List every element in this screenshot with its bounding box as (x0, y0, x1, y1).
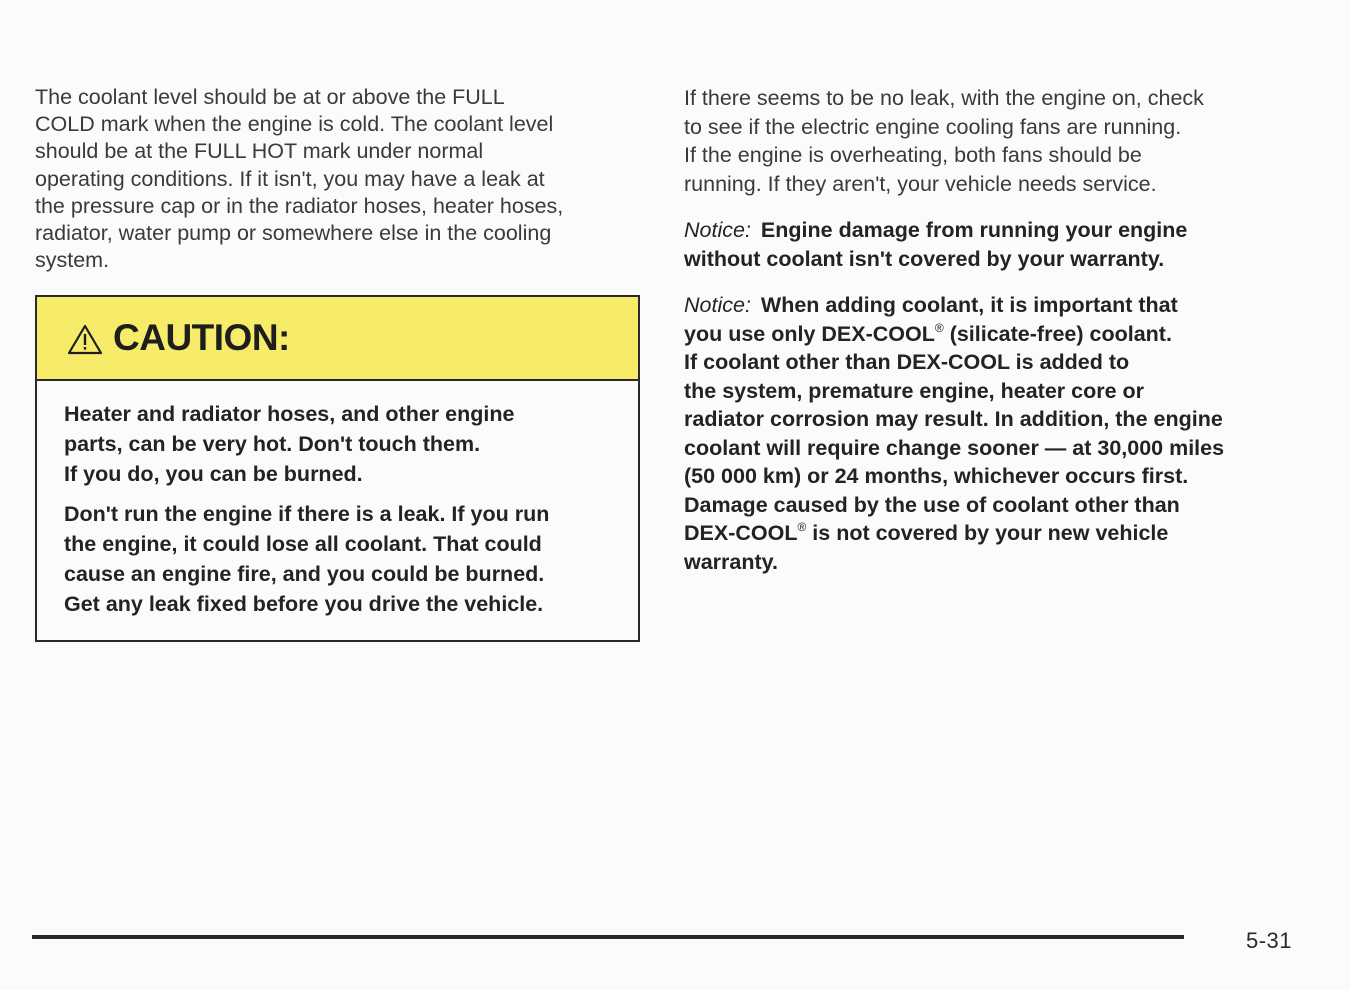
notice-label: Notice: (684, 218, 751, 242)
text-line: to see if the electric engine cooling fans are running. (684, 114, 1182, 139)
caution-hot-parts-paragraph (64, 399, 612, 489)
text-line: cause an engine fire, and you could be burned. (64, 562, 545, 586)
text-line: the system, premature engine, heater core or (684, 378, 1145, 403)
text-line: running. If they aren't, your vehicle needs service. (684, 171, 1157, 196)
text-line: The coolant level should be at or above the FULL (35, 85, 505, 109)
caution-leak-paragraph (64, 499, 612, 619)
text-line: When adding coolant, it is important that (760, 293, 1178, 317)
text-line: is not covered by your new vehicle (806, 521, 1169, 545)
text-line: Damage caused by the use of coolant other than (684, 492, 1180, 517)
text-line: you use only DEX-COOL (684, 321, 935, 346)
text-line: radiator, water pump or somewhere else in the cooling (35, 221, 552, 246)
notice-label: Notice: (684, 293, 751, 317)
text-line: Get any leak fixed before you drive the vehicle. (64, 592, 544, 616)
text-line: Engine damage from running your engine (760, 218, 1188, 242)
text-line: If coolant other than DEX-COOL is added to (684, 350, 1130, 374)
text-line: radiator corrosion may result. In addition, the engine (684, 407, 1223, 431)
text-line: parts, can be very hot. Don't touch them. (64, 432, 481, 456)
coolant-level-paragraph (35, 84, 650, 274)
right-column (684, 84, 1324, 576)
text-line: system. (35, 248, 110, 273)
text-line: coolant will require change sooner — at 30,000 miles (684, 435, 1225, 460)
registered-mark: ® (797, 520, 807, 534)
text-line: (silicate-free) coolant. (943, 321, 1172, 346)
left-column (35, 84, 650, 274)
text-line: (50 000 km) or 24 months, whichever occurs first. (684, 464, 1189, 488)
page-number: 5-31 (1246, 928, 1293, 953)
caution-box (35, 295, 640, 642)
text-line: If you do, you can be burned. (64, 462, 363, 486)
text-line: COLD mark when the engine is cold. The coolant level (35, 112, 554, 137)
caution-header (37, 297, 638, 381)
text-line: the pressure cap or in the radiator hoses, heater hoses, (35, 193, 564, 218)
text-line: Don't run the engine if there is a leak. If you run (64, 502, 550, 526)
text-line: should be at the FULL HOT mark under normal (35, 139, 484, 164)
text-line: the engine, it could lose all coolant. That could (64, 532, 542, 556)
caution-body (37, 381, 638, 619)
text-line: If there seems to be no leak, with the engine on, check (684, 86, 1204, 110)
warning-triangle-icon (67, 323, 103, 355)
text-line: DEX-COOL (684, 521, 798, 545)
cooling-fans-paragraph (684, 84, 1324, 198)
text-line: warranty. (684, 549, 778, 574)
notice-warranty (684, 216, 1324, 273)
caution-title: CAUTION: (113, 317, 290, 358)
registered-mark: ® (934, 320, 944, 335)
text-line: without coolant isn't covered by your warranty. (684, 246, 1165, 271)
notice-dex-cool (684, 291, 1324, 576)
text-line: operating conditions. If it isn't, you may have a leak at (35, 166, 545, 191)
text-line: Heater and radiator hoses, and other engine (64, 402, 515, 426)
text-line: If the engine is overheating, both fans should be (684, 143, 1142, 167)
footer-rule (32, 935, 1184, 939)
